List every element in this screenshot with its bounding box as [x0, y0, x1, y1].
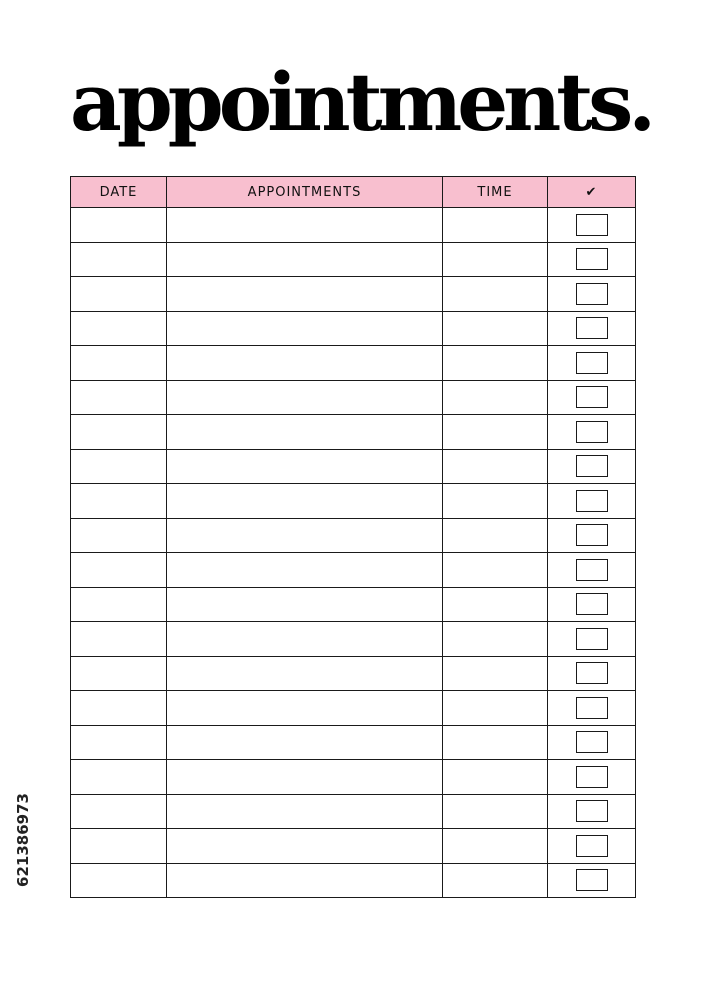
appointment-cell[interactable]: [167, 518, 443, 553]
table-row: [71, 725, 636, 760]
appointment-cell[interactable]: [167, 725, 443, 760]
table-row: [71, 208, 636, 243]
checkbox[interactable]: [576, 869, 608, 891]
checkbox[interactable]: [576, 352, 608, 374]
appointment-cell[interactable]: [167, 863, 443, 898]
date-cell[interactable]: [71, 484, 167, 519]
check-cell: [548, 691, 636, 726]
checkbox[interactable]: [576, 628, 608, 650]
checkbox[interactable]: [576, 835, 608, 857]
appointment-cell[interactable]: [167, 794, 443, 829]
checkbox[interactable]: [576, 731, 608, 753]
table-row: [71, 829, 636, 864]
date-cell[interactable]: [71, 277, 167, 312]
appointment-cell[interactable]: [167, 553, 443, 588]
check-cell: [548, 553, 636, 588]
appointment-cell[interactable]: [167, 691, 443, 726]
check-cell: [548, 794, 636, 829]
checkmark-icon: ✔: [585, 184, 598, 200]
table-row: [71, 656, 636, 691]
table-row: [71, 380, 636, 415]
time-cell[interactable]: [443, 829, 548, 864]
appointment-cell[interactable]: [167, 311, 443, 346]
time-cell[interactable]: [443, 346, 548, 381]
table-row: [71, 449, 636, 484]
check-cell: [548, 484, 636, 519]
table-body: [71, 208, 636, 898]
header-appointments: APPOINTMENTS: [167, 177, 443, 208]
header-check: [548, 177, 636, 208]
table-row: [71, 277, 636, 312]
check-cell: [548, 760, 636, 795]
check-cell: [548, 277, 636, 312]
check-cell: [548, 380, 636, 415]
checkbox[interactable]: [576, 593, 608, 615]
appointment-cell[interactable]: [167, 208, 443, 243]
table-row: [71, 484, 636, 519]
date-cell[interactable]: [71, 622, 167, 657]
date-cell[interactable]: [71, 760, 167, 795]
checkbox[interactable]: [576, 248, 608, 270]
header-time: TIME: [443, 177, 548, 208]
check-cell: [548, 415, 636, 450]
appointment-cell[interactable]: [167, 760, 443, 795]
time-cell[interactable]: [443, 277, 548, 312]
table-header-row: [71, 177, 636, 208]
table-row: [71, 518, 636, 553]
table-row: [71, 311, 636, 346]
table-row: [71, 760, 636, 795]
checkbox[interactable]: [576, 697, 608, 719]
date-cell[interactable]: [71, 794, 167, 829]
time-cell[interactable]: [443, 415, 548, 450]
date-cell[interactable]: [71, 829, 167, 864]
time-cell[interactable]: [443, 760, 548, 795]
page-title: appointments.: [70, 55, 652, 149]
appointment-cell[interactable]: [167, 346, 443, 381]
checkbox[interactable]: [576, 766, 608, 788]
time-cell[interactable]: [443, 518, 548, 553]
checkbox[interactable]: [576, 524, 608, 546]
date-cell[interactable]: [71, 863, 167, 898]
date-cell[interactable]: [71, 208, 167, 243]
checkbox[interactable]: [576, 490, 608, 512]
date-cell[interactable]: [71, 380, 167, 415]
time-cell[interactable]: [443, 587, 548, 622]
table-row: [71, 415, 636, 450]
date-cell[interactable]: [71, 346, 167, 381]
date-cell[interactable]: [71, 691, 167, 726]
checkbox[interactable]: [576, 421, 608, 443]
check-cell: [548, 656, 636, 691]
date-cell[interactable]: [71, 553, 167, 588]
checkbox[interactable]: [576, 214, 608, 236]
check-cell: [548, 587, 636, 622]
appointment-cell[interactable]: [167, 829, 443, 864]
check-cell: [548, 622, 636, 657]
time-cell[interactable]: [443, 622, 548, 657]
appointment-cell[interactable]: [167, 415, 443, 450]
table-row: [71, 346, 636, 381]
date-cell[interactable]: [71, 415, 167, 450]
time-cell[interactable]: [443, 553, 548, 588]
date-cell[interactable]: [71, 242, 167, 277]
table-row: [71, 242, 636, 277]
appointment-cell[interactable]: [167, 242, 443, 277]
check-cell: [548, 311, 636, 346]
checkbox[interactable]: [576, 283, 608, 305]
checkbox[interactable]: [576, 800, 608, 822]
checkbox[interactable]: [576, 559, 608, 581]
appointment-cell[interactable]: [167, 449, 443, 484]
table-row: [71, 691, 636, 726]
appointment-cell[interactable]: [167, 656, 443, 691]
appointment-cell[interactable]: [167, 622, 443, 657]
date-cell[interactable]: [71, 449, 167, 484]
check-cell: [548, 242, 636, 277]
stock-id: 621386973: [14, 793, 32, 887]
time-cell[interactable]: [443, 242, 548, 277]
appointment-cell[interactable]: [167, 380, 443, 415]
appointment-cell[interactable]: [167, 587, 443, 622]
appointment-cell[interactable]: [167, 484, 443, 519]
time-cell[interactable]: [443, 449, 548, 484]
stock-id-watermark: [8, 760, 38, 920]
time-cell[interactable]: [443, 656, 548, 691]
table-row: [71, 863, 636, 898]
check-cell: [548, 449, 636, 484]
appointment-cell[interactable]: [167, 277, 443, 312]
time-cell[interactable]: [443, 691, 548, 726]
time-cell[interactable]: [443, 725, 548, 760]
check-cell: [548, 863, 636, 898]
time-cell[interactable]: [443, 311, 548, 346]
table-row: [71, 587, 636, 622]
checkbox[interactable]: [576, 455, 608, 477]
table-row: [71, 794, 636, 829]
date-cell[interactable]: [71, 656, 167, 691]
check-cell: [548, 829, 636, 864]
check-cell: [548, 208, 636, 243]
checkbox[interactable]: [576, 317, 608, 339]
table-row: [71, 553, 636, 588]
date-cell[interactable]: [71, 587, 167, 622]
date-cell[interactable]: [71, 518, 167, 553]
time-cell[interactable]: [443, 208, 548, 243]
check-cell: [548, 518, 636, 553]
table-row: [71, 622, 636, 657]
header-date: DATE: [71, 177, 167, 208]
time-cell[interactable]: [443, 794, 548, 829]
time-cell[interactable]: [443, 863, 548, 898]
check-cell: [548, 725, 636, 760]
check-cell: [548, 346, 636, 381]
appointments-table: [70, 176, 636, 898]
checkbox[interactable]: [576, 386, 608, 408]
time-cell[interactable]: [443, 484, 548, 519]
time-cell[interactable]: [443, 380, 548, 415]
date-cell[interactable]: [71, 725, 167, 760]
date-cell[interactable]: [71, 311, 167, 346]
checkbox[interactable]: [576, 662, 608, 684]
